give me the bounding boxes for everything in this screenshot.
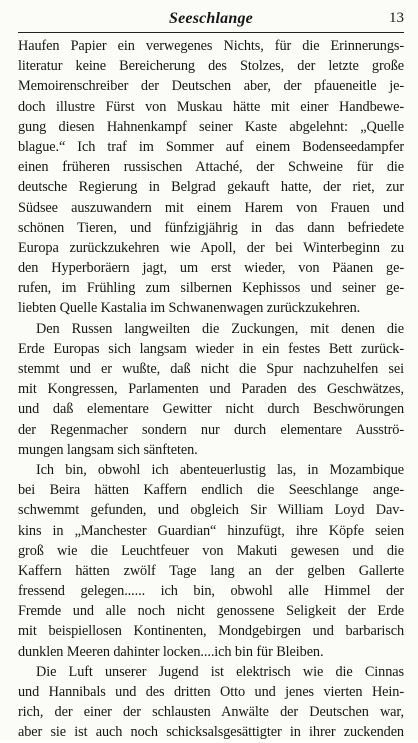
text-line: Memoirenschreiber der Deutschen aber, der pfaueneitle je- xyxy=(18,78,404,95)
text-line: rufen, im Frühling zum silbernen Kephissos und seiner ge- xyxy=(18,280,404,297)
body-text xyxy=(18,36,404,743)
running-header xyxy=(18,8,404,32)
text-line: doch illustre Fürst von Muskau hätte mit einer Handbewe- xyxy=(18,98,404,115)
text-line: einen früheren russischen Attaché, der Schweine für die xyxy=(18,159,404,176)
text-line: literatur keine Bereicherung des Stolzes, der letzte große xyxy=(18,58,404,75)
text-line: mungen langsam sich sänfteten. xyxy=(18,441,198,458)
text-line: Die Luft unserer Jugend ist elektrisch wie die Cinnas xyxy=(36,663,404,680)
text-line: Den Russen langweilten die Zuckungen, mit denen die xyxy=(36,320,404,337)
text-line: Ich bin, obwohl ich abenteuerlustig las, in Mozambique xyxy=(36,461,404,478)
text-line: Kaffern hätten zwölf Tage lang an der gelben Gallerte xyxy=(18,562,404,579)
text-line: Europa zurückzukehren wie Apoll, der bei Winterbeginn zu xyxy=(18,239,404,256)
header-rule xyxy=(18,32,404,33)
text-line: aber sie ist auch noch schicksalsgesättigter in ihrer zuckenden xyxy=(18,724,404,741)
text-line: Fremde und alle noch nicht genossene Seligkeit der Erde xyxy=(18,603,404,620)
text-line: liebten Quelle Kastalia im Schwanenwagen zurückzukehren. xyxy=(18,300,361,317)
text-line: schönen Tieren, und fünfzigjährig in das dann befriedete xyxy=(18,219,404,236)
text-line: fressend gelegen...... ich bin, obwohl alle Himmel der xyxy=(18,583,404,600)
text-line: der Regenmacher sondern nur durch elementare Ausströ- xyxy=(18,421,404,438)
text-line: Haufen Papier ein verwegenes Nichts, für die Erinnerungs- xyxy=(18,38,404,54)
text-line: Erde Europas sich langsam wieder in ein festes Bett zurück- xyxy=(18,340,404,357)
running-title: Seeschlange xyxy=(169,10,253,27)
text-line: den Hyperboräern jagt, um erst wieder, von Päanen ge- xyxy=(18,260,404,277)
text-line: deutsche Regierung in Belgrad gekauft hatte, der riet, zur xyxy=(18,179,404,196)
text-line: rich, der einer der schlausten Anwälte der Deutschen war, xyxy=(18,704,404,721)
page-number: 13 xyxy=(389,10,404,26)
text-line: schwemmt gefunden, und obgleich Sir William Loyd Dav- xyxy=(18,502,404,519)
text-line: gung diesen Hahnenkampf seiner Kaste abgelehnt: „Quelle xyxy=(18,118,404,135)
text-line: mit Kongressen, Parlamenten und Paraden des Geschwätzes, xyxy=(18,381,404,398)
text-line: Südsee auszuwandern mit einem Harem von Frauen und xyxy=(18,199,404,216)
text-line: stemmt und er wußte, daß nicht die Spur nachzuhelfen sei xyxy=(18,361,404,377)
text-line: kins in „Manchester Guardian“ hinzufügt, ihre Köpfe seien xyxy=(18,522,404,539)
text-line: und Hannibals und des dritten Otto und jenes vierten Hein- xyxy=(18,684,404,700)
text-line: blague.“ Ich traf im Sommer auf einem Bodenseedampfer xyxy=(18,138,404,155)
text-line: dunklen Meeren dahinter locken....ich bin für Bleiben. xyxy=(18,643,324,660)
text-line: groß wie die Leuchtfeuer von Makuti gewesen und die xyxy=(18,542,404,559)
text-line: mit beispiellosen Kontinenten, Mondgebirgen und barbarisch xyxy=(18,623,404,640)
text-line: bei Beira hätten Kaffern endlich die Seeschlange ange- xyxy=(18,482,404,499)
text-line: und daß elementare Gewitter nicht durch Beschwörungen xyxy=(18,401,404,418)
